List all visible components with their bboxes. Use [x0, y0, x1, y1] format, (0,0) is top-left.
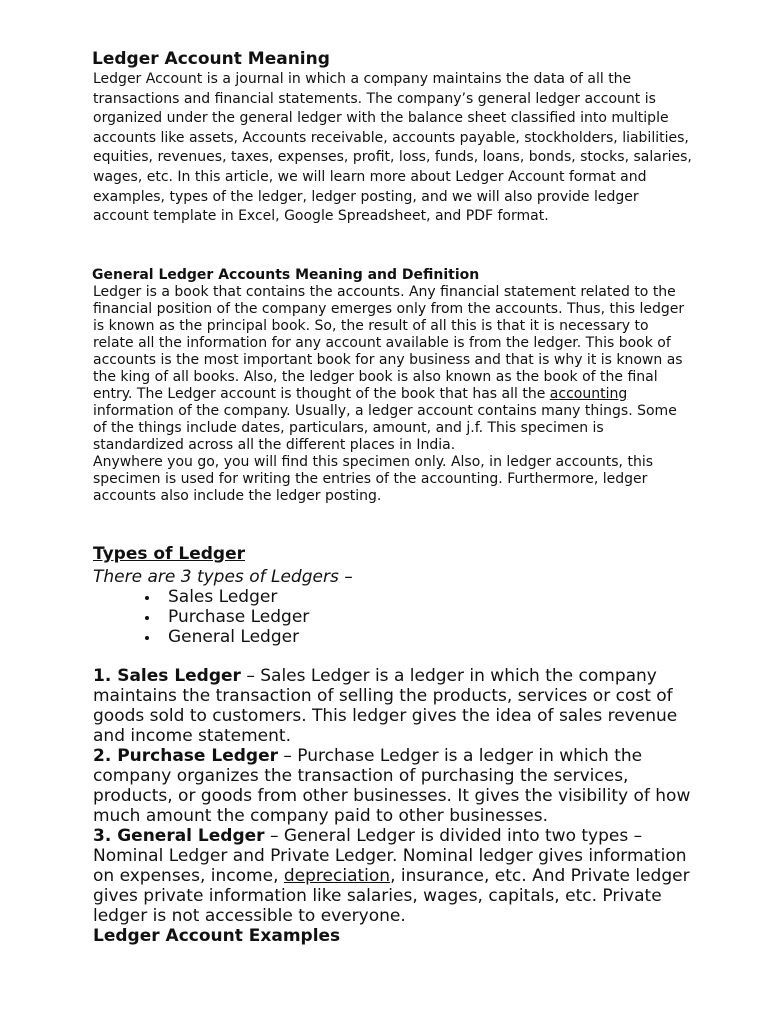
sales-ledger-text: – Sales Ledger is a ledger in which the company maintains the transaction of selling the products, services or cost of goods sold to customers. This ledger gives the idea of sales revenue and income statement.: [93, 666, 678, 746]
types-detail: [93, 666, 693, 946]
definition-paragraph: [93, 284, 693, 454]
purchase-ledger-paragraph: [93, 746, 693, 826]
page-title: Ledger Account Meaning: [92, 49, 330, 69]
sales-ledger-paragraph: [93, 666, 693, 746]
depreciation-link[interactable]: depreciation: [283, 866, 391, 886]
intro-paragraph: Ledger Account is a journal in which a company maintains the data of all the transactions and financial statements. The company’s general ledger account is organized under the general ledger with the balance sheet classified into multiple accounts like assets, Accounts receivable, accounts payable, stockholders, liabilities, equities, revenues, taxes, expenses, profit, loss, funds, loans, bonds, stocks, salaries, wages, etc. In this article, we will learn more about Ledger Account format and examples, types of the ledger, ledger posting, and we will also provide ledger account template in Excel, Google Spreadsheet, and PDF format.: [93, 71, 692, 225]
general-ledger-text-end: , insurance, etc. And Private ledger gives private information like salaries, wages, capitals, etc. Private ledger is not accessible to everyone.: [93, 866, 690, 926]
list-item: General Ledger: [93, 627, 309, 647]
definition-body: [93, 284, 693, 505]
types-list: [93, 587, 309, 647]
definition-second-paragraph: Anywhere you go, you will find this specimen only. Also, in ledger accounts, this specimen is used for writing the entries of the accounting. Furthermore, ledger accounts also include the ledger posting.: [93, 454, 653, 504]
general-ledger-text-start: – General Ledger is divided into two types – Nominal Ledger and Private Ledger. Nominal ledger gives information on expenses, income,: [93, 826, 687, 886]
types-heading: Types of Ledger: [93, 544, 246, 564]
purchase-ledger-label: 2. Purchase Ledger: [93, 746, 278, 766]
definition-heading: General Ledger Accounts Meaning and Definition: [92, 267, 480, 283]
definition-text-end: information of the company. Usually, a ledger account contains many things. Some of the things include dates, particulars, amount, and j.f. This specimen is standardized across all the different places in India.: [93, 403, 677, 453]
sales-ledger-label: 1. Sales Ledger: [93, 666, 241, 686]
purchase-ledger-text: – Purchase Ledger is a ledger in which the company organizes the transaction of purchasing the services, products, or goods from other businesses. It gives the visibility of how much amount the company paid to other businesses.: [93, 746, 691, 826]
types-intro: There are 3 types of Ledgers –: [93, 567, 353, 587]
general-ledger-label: 3. General Ledger: [93, 826, 265, 846]
list-item: Sales Ledger: [93, 587, 309, 607]
accounting-link[interactable]: accounting: [549, 386, 628, 402]
list-item: Purchase Ledger: [93, 607, 309, 627]
definition-text-start: Ledger is a book that contains the accounts. Any financial statement related to the financial position of the company emerges only from the accounts. Thus, this ledger is known as the principal book. So, the result of all this is that it is necessary to relate all the information for any account available is from the ledger. This book of accounts is the most important book for any business and that is why it is known as the king of all books. Also, the ledger book is also known as the book of the final entry. The Ledger account is thought of the book that has all the: [93, 284, 685, 402]
general-ledger-paragraph: [93, 826, 693, 926]
examples-heading: Ledger Account Examples: [93, 926, 341, 946]
